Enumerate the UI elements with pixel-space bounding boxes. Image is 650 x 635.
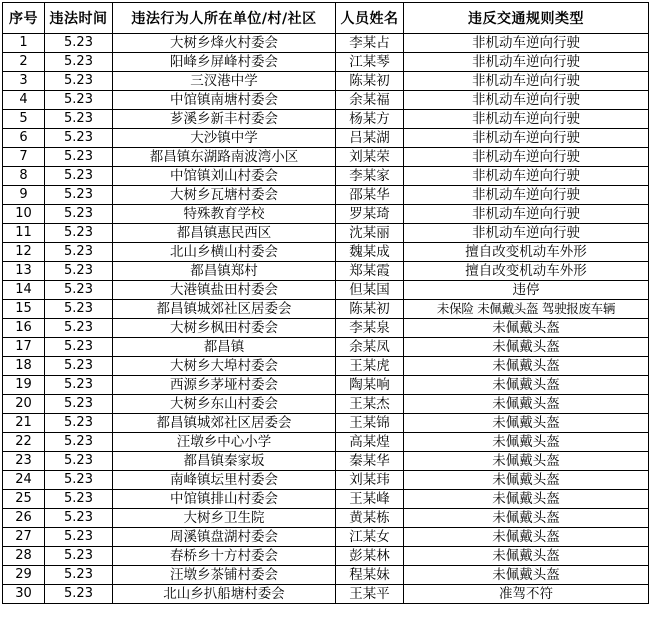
cell-unit: 周溪镇盘湖村委会 <box>113 528 336 547</box>
cell-no: 20 <box>3 395 45 414</box>
cell-violation-type: 擅自改变机动车外形 <box>404 243 649 262</box>
cell-person-name: 余某凤 <box>336 338 404 357</box>
cell-time: 5.23 <box>45 319 113 338</box>
cell-violation-type: 擅自改变机动车外形 <box>404 262 649 281</box>
table-row <box>3 490 649 509</box>
cell-unit: 大树乡大埠村委会 <box>113 357 336 376</box>
cell-violation-type: 未佩戴头盔 <box>404 338 649 357</box>
cell-person-name: 秦某华 <box>336 452 404 471</box>
cell-no: 12 <box>3 243 45 262</box>
cell-no: 14 <box>3 281 45 300</box>
cell-person-name: 王某锦 <box>336 414 404 433</box>
cell-time: 5.23 <box>45 414 113 433</box>
cell-unit: 都昌镇城郊社区居委会 <box>113 414 336 433</box>
cell-person-name: 魏某成 <box>336 243 404 262</box>
cell-time: 5.23 <box>45 110 113 129</box>
cell-no: 4 <box>3 91 45 110</box>
cell-person-name: 吕某湖 <box>336 129 404 148</box>
cell-unit: 都昌镇秦家坂 <box>113 452 336 471</box>
cell-time: 5.23 <box>45 471 113 490</box>
cell-unit: 阳峰乡屏峰村委会 <box>113 53 336 72</box>
header-cell-time: 违法时间 <box>45 3 113 34</box>
cell-person-name: 李某占 <box>336 34 404 53</box>
table-row <box>3 205 649 224</box>
cell-time: 5.23 <box>45 509 113 528</box>
cell-person-name: 罗某琦 <box>336 205 404 224</box>
cell-unit: 都昌镇郑村 <box>113 262 336 281</box>
cell-time: 5.23 <box>45 224 113 243</box>
cell-violation-type: 违停 <box>404 281 649 300</box>
cell-no: 11 <box>3 224 45 243</box>
cell-person-name: 江某琴 <box>336 53 404 72</box>
cell-no: 6 <box>3 129 45 148</box>
cell-no: 2 <box>3 53 45 72</box>
cell-unit: 北山乡扒船塘村委会 <box>113 585 336 604</box>
cell-no: 29 <box>3 566 45 585</box>
cell-unit: 三汊港中学 <box>113 72 336 91</box>
table-row <box>3 433 649 452</box>
table-row <box>3 452 649 471</box>
cell-no: 13 <box>3 262 45 281</box>
header-cell-no: 序号 <box>3 3 45 34</box>
cell-time: 5.23 <box>45 167 113 186</box>
cell-violation-type: 未佩戴头盔 <box>404 471 649 490</box>
table-row <box>3 186 649 205</box>
table-row <box>3 338 649 357</box>
table-row <box>3 585 649 604</box>
cell-time: 5.23 <box>45 91 113 110</box>
table-row <box>3 471 649 490</box>
cell-person-name: 郑某霞 <box>336 262 404 281</box>
cell-unit: 都昌镇惠民西区 <box>113 224 336 243</box>
table-row <box>3 547 649 566</box>
cell-no: 17 <box>3 338 45 357</box>
table-row <box>3 395 649 414</box>
cell-violation-type: 未佩戴头盔 <box>404 433 649 452</box>
cell-unit: 北山乡横山村委会 <box>113 243 336 262</box>
cell-time: 5.23 <box>45 357 113 376</box>
cell-time: 5.23 <box>45 243 113 262</box>
cell-unit: 中馆镇排山村委会 <box>113 490 336 509</box>
cell-time: 5.23 <box>45 585 113 604</box>
cell-no: 7 <box>3 148 45 167</box>
cell-unit: 都昌镇 <box>113 338 336 357</box>
cell-time: 5.23 <box>45 262 113 281</box>
header-row <box>3 3 649 34</box>
cell-unit: 特殊教育学校 <box>113 205 336 224</box>
cell-person-name: 陶某响 <box>336 376 404 395</box>
table-row <box>3 509 649 528</box>
cell-no: 30 <box>3 585 45 604</box>
cell-no: 15 <box>3 300 45 319</box>
cell-no: 9 <box>3 186 45 205</box>
cell-unit: 南峰镇坛里村委会 <box>113 471 336 490</box>
cell-unit: 中馆镇南塘村委会 <box>113 91 336 110</box>
table-row <box>3 224 649 243</box>
cell-time: 5.23 <box>45 338 113 357</box>
table-row <box>3 34 649 53</box>
cell-unit: 中馆镇刘山村委会 <box>113 167 336 186</box>
cell-no: 8 <box>3 167 45 186</box>
cell-person-name: 彭某林 <box>336 547 404 566</box>
cell-violation-type: 非机动车逆向行驶 <box>404 110 649 129</box>
cell-unit: 汪墩乡中心小学 <box>113 433 336 452</box>
cell-person-name: 王某平 <box>336 585 404 604</box>
cell-violation-type: 非机动车逆向行驶 <box>404 91 649 110</box>
cell-violation-type: 未佩戴头盔 <box>404 395 649 414</box>
cell-person-name: 李某泉 <box>336 319 404 338</box>
table-row <box>3 91 649 110</box>
cell-person-name: 但某国 <box>336 281 404 300</box>
table-row <box>3 414 649 433</box>
cell-unit: 大树乡瓦塘村委会 <box>113 186 336 205</box>
cell-time: 5.23 <box>45 281 113 300</box>
cell-violation-type: 未保险 未佩戴头盔 驾驶报废车辆 <box>404 300 649 319</box>
cell-no: 22 <box>3 433 45 452</box>
table-row <box>3 281 649 300</box>
cell-violation-type: 非机动车逆向行驶 <box>404 167 649 186</box>
violations-table <box>2 2 649 604</box>
cell-time: 5.23 <box>45 205 113 224</box>
cell-person-name: 黄某栋 <box>336 509 404 528</box>
cell-person-name: 沈某丽 <box>336 224 404 243</box>
cell-violation-type: 准驾不符 <box>404 585 649 604</box>
cell-violation-type: 非机动车逆向行驶 <box>404 205 649 224</box>
table-row <box>3 72 649 91</box>
cell-no: 23 <box>3 452 45 471</box>
cell-time: 5.23 <box>45 547 113 566</box>
cell-unit: 芗溪乡新丰村委会 <box>113 110 336 129</box>
cell-unit: 西源乡茅垭村委会 <box>113 376 336 395</box>
cell-time: 5.23 <box>45 376 113 395</box>
cell-unit: 汪墩乡茶铺村委会 <box>113 566 336 585</box>
cell-no: 19 <box>3 376 45 395</box>
cell-unit: 都昌镇城郊社区居委会 <box>113 300 336 319</box>
cell-person-name: 余某福 <box>336 91 404 110</box>
cell-unit: 大树乡烽火村委会 <box>113 34 336 53</box>
cell-violation-type: 未佩戴头盔 <box>404 357 649 376</box>
cell-person-name: 杨某方 <box>336 110 404 129</box>
cell-violation-type: 非机动车逆向行驶 <box>404 34 649 53</box>
cell-no: 26 <box>3 509 45 528</box>
cell-violation-type: 未佩戴头盔 <box>404 319 649 338</box>
cell-unit: 大树乡东山村委会 <box>113 395 336 414</box>
cell-violation-type: 非机动车逆向行驶 <box>404 72 649 91</box>
cell-no: 3 <box>3 72 45 91</box>
cell-time: 5.23 <box>45 528 113 547</box>
table-row <box>3 262 649 281</box>
cell-no: 18 <box>3 357 45 376</box>
cell-no: 27 <box>3 528 45 547</box>
cell-person-name: 王某杰 <box>336 395 404 414</box>
table-row <box>3 566 649 585</box>
cell-person-name: 陈某初 <box>336 72 404 91</box>
header-cell-name: 人员姓名 <box>336 3 404 34</box>
cell-no: 25 <box>3 490 45 509</box>
cell-person-name: 邵某华 <box>336 186 404 205</box>
cell-person-name: 刘某荣 <box>336 148 404 167</box>
table-row <box>3 243 649 262</box>
header-cell-unit: 违法行为人所在单位/村/社区 <box>113 3 336 34</box>
cell-time: 5.23 <box>45 490 113 509</box>
cell-time: 5.23 <box>45 72 113 91</box>
cell-person-name: 刘某玮 <box>336 471 404 490</box>
table-body <box>3 34 649 604</box>
cell-unit: 大沙镇中学 <box>113 129 336 148</box>
table-row <box>3 376 649 395</box>
cell-person-name: 王某虎 <box>336 357 404 376</box>
cell-violation-type: 未佩戴头盔 <box>404 452 649 471</box>
cell-time: 5.23 <box>45 148 113 167</box>
cell-violation-type: 未佩戴头盔 <box>404 376 649 395</box>
cell-person-name: 高某煌 <box>336 433 404 452</box>
table-row <box>3 129 649 148</box>
cell-no: 5 <box>3 110 45 129</box>
cell-no: 28 <box>3 547 45 566</box>
table-row <box>3 110 649 129</box>
cell-no: 21 <box>3 414 45 433</box>
cell-violation-type: 非机动车逆向行驶 <box>404 186 649 205</box>
cell-unit: 春桥乡十方村委会 <box>113 547 336 566</box>
cell-time: 5.23 <box>45 433 113 452</box>
cell-time: 5.23 <box>45 186 113 205</box>
cell-unit: 大树乡卫生院 <box>113 509 336 528</box>
table-row <box>3 528 649 547</box>
cell-no: 1 <box>3 34 45 53</box>
cell-time: 5.23 <box>45 300 113 319</box>
cell-violation-type: 非机动车逆向行驶 <box>404 148 649 167</box>
cell-unit: 大树乡枫田村委会 <box>113 319 336 338</box>
cell-person-name: 江某女 <box>336 528 404 547</box>
table-row <box>3 319 649 338</box>
cell-violation-type: 未佩戴头盔 <box>404 547 649 566</box>
table-row <box>3 53 649 72</box>
cell-time: 5.23 <box>45 395 113 414</box>
header-cell-type: 违反交通规则类型 <box>404 3 649 34</box>
cell-violation-type: 未佩戴头盔 <box>404 528 649 547</box>
cell-violation-type: 未佩戴头盔 <box>404 509 649 528</box>
cell-time: 5.23 <box>45 34 113 53</box>
table-row <box>3 148 649 167</box>
cell-unit: 大港镇盐田村委会 <box>113 281 336 300</box>
cell-time: 5.23 <box>45 129 113 148</box>
cell-person-name: 程某妹 <box>336 566 404 585</box>
cell-time: 5.23 <box>45 566 113 585</box>
cell-violation-type: 非机动车逆向行驶 <box>404 53 649 72</box>
cell-time: 5.23 <box>45 452 113 471</box>
cell-violation-type: 非机动车逆向行驶 <box>404 129 649 148</box>
cell-person-name: 陈某初 <box>336 300 404 319</box>
cell-person-name: 王某峰 <box>336 490 404 509</box>
cell-violation-type: 未佩戴头盔 <box>404 566 649 585</box>
cell-no: 10 <box>3 205 45 224</box>
cell-person-name: 李某家 <box>336 167 404 186</box>
table-row <box>3 300 649 319</box>
cell-no: 16 <box>3 319 45 338</box>
table-row <box>3 357 649 376</box>
cell-violation-type: 未佩戴头盔 <box>404 490 649 509</box>
cell-violation-type: 未佩戴头盔 <box>404 414 649 433</box>
cell-time: 5.23 <box>45 53 113 72</box>
table-row <box>3 167 649 186</box>
cell-violation-type: 非机动车逆向行驶 <box>404 224 649 243</box>
cell-no: 24 <box>3 471 45 490</box>
cell-unit: 都昌镇东湖路南波湾小区 <box>113 148 336 167</box>
